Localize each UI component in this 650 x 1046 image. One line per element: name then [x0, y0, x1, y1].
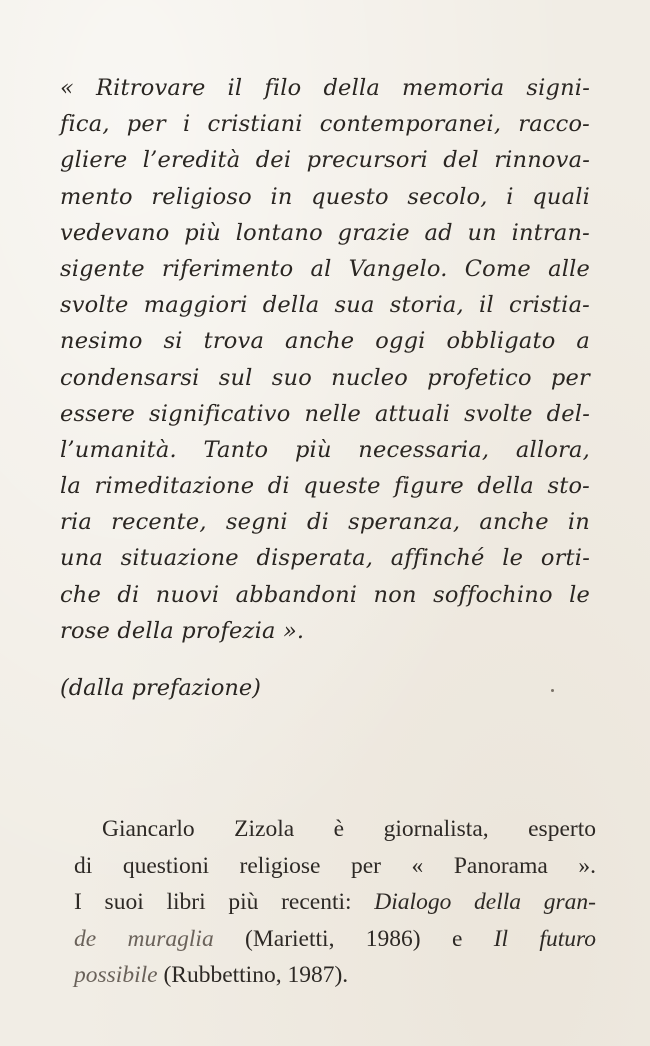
bio-text: (Rubbettino, 1987).	[157, 962, 349, 988]
bio-line	[74, 957, 596, 994]
quote-line: « Ritrovare il filo della memoria signi-	[60, 75, 590, 101]
preface-quote	[60, 70, 590, 649]
bio-line	[74, 884, 596, 921]
quote-line: rose della profezia ».	[60, 617, 305, 644]
quote-line: sigente riferimento al Vangelo. Come alle	[60, 255, 590, 282]
bio-text: (Marietti, 1986) e	[213, 925, 494, 952]
quote-line: essere significativo nelle attuali svolte del-	[60, 400, 590, 427]
quote-source: (dalla prefazione)	[60, 675, 261, 701]
quote-line: svolte maggiori della sua storia, il cristia-	[60, 292, 590, 319]
quote-line: l’umanità. Tanto più necessaria, allora,	[60, 436, 590, 463]
author-bio	[74, 811, 596, 994]
quote-line: una situazione disperata, affinché le orti-	[60, 545, 590, 572]
quote-line: gliere l’eredità dei precursori del rinnova-	[60, 147, 590, 174]
quote-line: ria recente, segni di speranza, anche in	[60, 509, 590, 536]
book-title-dialogo: Dialogo della gran-	[374, 889, 596, 915]
bio-line	[74, 921, 596, 958]
book-title-futuro-cont: possibile	[74, 962, 158, 988]
bio-text: I suoi libri più recenti:	[74, 889, 375, 915]
book-title-futuro: Il futuro	[493, 925, 597, 952]
paper-speck	[551, 689, 554, 692]
quote-line: che di nuovi abbandoni non soffochino le	[60, 581, 590, 608]
quote-line: condensarsi sul suo nucleo profetico per	[60, 364, 590, 391]
quote-line: nesimo si trova anche oggi obbligato a	[60, 328, 590, 355]
bio-line: di questioni religiose per « Panorama ».	[74, 852, 596, 879]
quote-line: fica, per i cristiani contemporanei, racco-	[60, 111, 590, 138]
book-title-dialogo-cont: de muraglia	[74, 925, 214, 952]
quote-line: mento religioso in questo secolo, i quali	[60, 183, 590, 210]
bio-line: Giancarlo Zizola è giornalista, esperto	[102, 816, 596, 842]
quote-line: la rimeditazione di queste figure della sto-	[60, 473, 590, 500]
quote-line: vedevano più lontano grazie ad un intran-	[60, 219, 590, 246]
